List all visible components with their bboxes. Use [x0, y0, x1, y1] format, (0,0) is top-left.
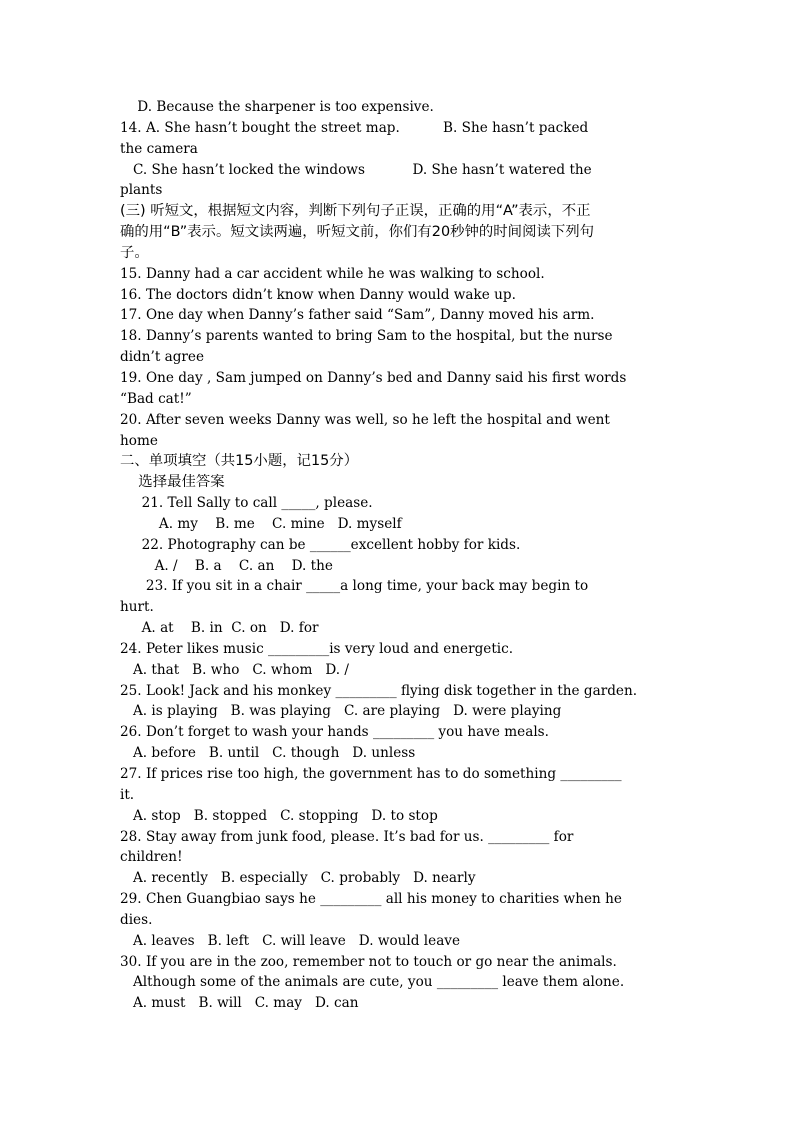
options-line: A. stop B. stopped C. stopping D. to stop: [120, 807, 438, 824]
options-line: A. leaves B. left C. will leave D. would leave: [120, 932, 461, 949]
text-line: 14. A. She hasn’t bought the street map. B. She hasn’t packed: [120, 119, 589, 136]
text-line: the camera: [120, 140, 198, 157]
section-heading-text: (三) 听短文，根据短文内容，判断下列句子正误，正确的用“A”表示，不正: [120, 203, 591, 220]
text-line: 15. Danny had a car accident while he was walking to school.: [120, 265, 545, 282]
options-line: A. is playing B. was playing C. are playing D. were playing: [120, 703, 562, 720]
question-line: 24. Peter likes music _________is very loud and energetic.: [120, 640, 514, 657]
text-line: children!: [120, 849, 183, 866]
section-heading-text: 确的用“B”表示。短文读两遍，听短文前，你们有20秒钟的时间阅读下列句: [120, 224, 595, 241]
section-title: 二、单项填空（共15小题，记15分）: [120, 453, 359, 470]
question-line: 28. Stay away from junk food, please. It’s bad for us. _________ for: [120, 828, 574, 845]
text-line: D. Because the sharpener is too expensive.: [120, 99, 434, 115]
text-line: 20. After seven weeks Danny was well, so he left the hospital and went: [120, 411, 610, 428]
text-line: plants: [120, 182, 163, 199]
options-line: A. recently B. especially C. probably D. nearly: [120, 870, 476, 887]
options-line: A. must B. will C. may D. can: [120, 995, 359, 1012]
options-line: A. before B. until C. though D. unless: [120, 745, 416, 762]
text-line: 19. One day , Sam jumped on Danny’s bed and Danny said his first words: [120, 369, 627, 386]
text-line: C. She hasn’t locked the windows D. She hasn’t watered the: [120, 161, 592, 178]
question-line: 30. If you are in the zoo, remember not to touch or go near the animals.: [120, 953, 617, 970]
document-body: [120, 97, 680, 1014]
question-line: 29. Chen Guangbiao says he _________ all his money to charities when he: [120, 891, 622, 908]
text-line: 17. One day when Danny’s father said “Sam”, Danny moved his arm.: [120, 307, 595, 324]
text-line: dies.: [120, 911, 153, 928]
question-line: 27. If prices rise too high, the government has to do something _________: [120, 766, 622, 782]
question-line: 25. Look! Jack and his monkey _________ flying disk together in the garden.: [120, 682, 638, 699]
question-line: Although some of the animals are cute, you _________ leave them alone.: [120, 974, 625, 991]
question-line: 26. Don’t forget to wash your hands _________ you have meals.: [120, 724, 549, 741]
text-line: it.: [120, 786, 135, 803]
text-line: 16. The doctors didn’t know when Danny would wake up.: [120, 286, 516, 303]
question-line: 23. If you sit in a chair _____a long time, your back may begin to: [120, 578, 589, 595]
options-line: A. my B. me C. mine D. myself: [120, 515, 402, 532]
options-line: A. that B. who C. whom D. /: [120, 661, 349, 678]
section-heading-text: 子。: [120, 244, 149, 261]
text-line: hurt.: [120, 599, 154, 616]
text-line: 18. Danny’s parents wanted to bring Sam to the hospital, but the nurse: [120, 328, 613, 345]
text-line: “Bad cat!”: [120, 390, 192, 407]
question-line: 21. Tell Sally to call _____, please.: [120, 495, 373, 512]
options-line: A. at B. in C. on D. for: [120, 620, 319, 637]
text-line: home: [120, 432, 158, 449]
options-line: A. / B. a C. an D. the: [120, 557, 333, 574]
text-line: didn’t agree: [120, 349, 205, 366]
question-line: 22. Photography can be ______excellent hobby for kids.: [120, 536, 521, 553]
section-instruction: 选择最佳答案: [120, 474, 225, 491]
